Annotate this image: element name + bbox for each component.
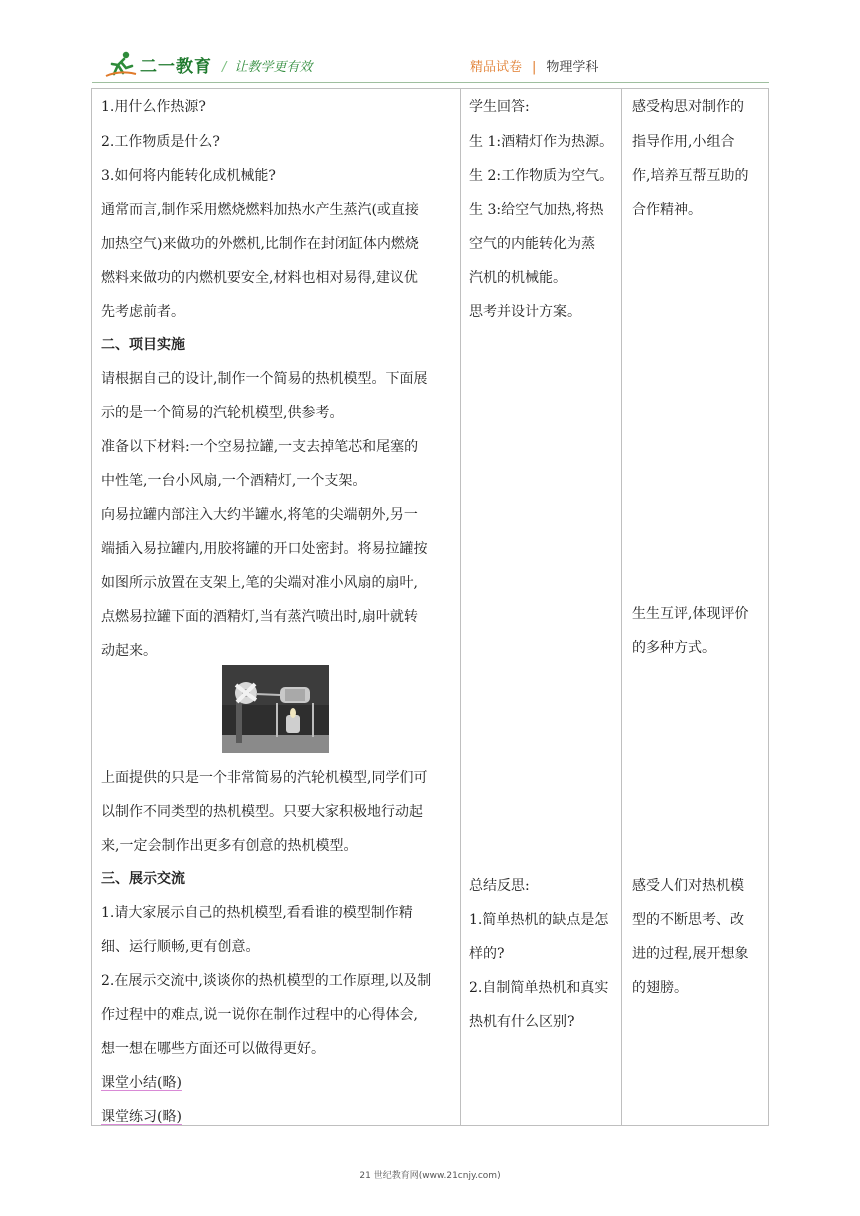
paragraph-line: 细、运行顺畅,更有创意。 [101, 939, 260, 955]
student-activity-column [461, 89, 622, 1126]
teacher-activity-column [92, 89, 461, 1126]
intent-line: 感受人们对热机模 [632, 878, 744, 894]
student-line: 样的? [469, 946, 505, 962]
paragraph-line: 向易拉罐内部注入大约半罐水,将笔的尖端朝外,另一 [101, 507, 418, 523]
paragraph-line: 燃料来做功的内燃机要安全,材料也相对易得,建议优 [101, 270, 418, 286]
logo-text: 二一教育 [140, 56, 212, 77]
runner-logo-icon [104, 50, 138, 78]
question-3: 3.如何将内能转化成机械能? [101, 168, 276, 184]
section-heading-implementation: 二、项目实施 [101, 337, 185, 353]
paragraph-line: 点燃易拉罐下面的酒精灯,当有蒸汽喷出时,扇叶就转 [101, 609, 418, 625]
student-line: 生 1:酒精灯作为热源。 [469, 134, 614, 150]
logo [104, 50, 212, 78]
design-intent-column [622, 89, 769, 1126]
student-line: 汽机的机械能。 [469, 270, 567, 286]
paragraph-line: 中性笔,一台小风扇,一个酒精灯,一个支架。 [101, 473, 367, 489]
intent-line: 指导作用,小组合 [632, 134, 735, 150]
paragraph-line: 示的是一个简易的汽轮机模型,供参考。 [101, 405, 344, 421]
intent-line: 生生互评,体现评价 [632, 606, 749, 622]
paragraph-line: 通常而言,制作采用燃烧燃料加热水产生蒸汽(或直接 [101, 202, 419, 218]
paragraph-line: 1.请大家展示自己的热机模型,看看谁的模型制作精 [101, 905, 413, 921]
question-1: 1.用什么作热源? [101, 99, 206, 115]
subject-badge: 精品试卷 | 物理学科 [470, 60, 599, 75]
paragraph-line: 加热空气)来做功的外燃机,比制作在封闭缸体内燃烧 [101, 236, 419, 252]
student-line: 2.自制简单热机和真实 [469, 980, 609, 996]
student-line: 总结反思: [469, 878, 530, 894]
paragraph-line: 准备以下材料:一个空易拉罐,一支去掉笔芯和尾塞的 [101, 439, 419, 455]
slogan: / 让教学更有效 [222, 60, 313, 75]
paragraph-line: 以制作不同类型的热机模型。只要大家积极地行动起 [101, 804, 423, 820]
class-summary: 课堂小结(略) [101, 1075, 182, 1091]
page-footer: 21 世纪教育网(www.21cnjy.com) [359, 1171, 501, 1181]
student-line: 生 2:工作物质为空气。 [469, 168, 614, 184]
intent-line: 的翅膀。 [632, 980, 688, 996]
paragraph-line: 上面提供的只是一个非常简易的汽轮机模型,同学们可 [101, 770, 428, 786]
lesson-table [91, 88, 769, 1126]
question-2: 2.工作物质是什么? [101, 134, 220, 150]
paragraph-line: 2.在展示交流中,谈谈你的热机模型的工作原理,以及制 [101, 973, 432, 989]
student-line: 思考并设计方案。 [469, 304, 581, 320]
intent-line: 合作精神。 [632, 202, 702, 218]
student-line: 1.简单热机的缺点是怎 [469, 912, 609, 928]
header-divider [92, 82, 769, 83]
intent-line: 作,培养互帮互助的 [632, 168, 749, 184]
student-line: 生 3:给空气加热,将热 [469, 202, 604, 218]
student-line: 学生回答: [469, 99, 530, 115]
intent-line: 进的过程,展开想象 [632, 946, 749, 962]
paragraph-line: 请根据自己的设计,制作一个简易的热机模型。下面展 [101, 371, 428, 387]
paragraph-line: 作过程中的难点,说一说你在制作过程中的心得体会, [101, 1007, 418, 1023]
paragraph-line: 想一想在哪些方面还可以做得更好。 [101, 1041, 325, 1057]
intent-line: 型的不断思考、改 [632, 912, 744, 928]
paragraph-line: 动起来。 [101, 643, 157, 659]
page-header [0, 0, 860, 90]
student-line: 空气的内能转化为蒸 [469, 236, 595, 252]
class-practice: 课堂练习(略) [101, 1109, 182, 1125]
student-line: 热机有什么区别? [469, 1014, 575, 1030]
section-heading-exchange: 三、展示交流 [101, 871, 185, 887]
steam-turbine-model-photo [222, 665, 329, 753]
steam-turbine-model-image [222, 665, 329, 753]
paragraph-line: 来,一定会制作出更多有创意的热机模型。 [101, 838, 358, 854]
intent-line: 的多种方式。 [632, 640, 716, 656]
intent-line: 感受构思对制作的 [632, 99, 744, 115]
paragraph-line: 端插入易拉罐内,用胶将罐的开口处密封。将易拉罐按 [101, 541, 428, 557]
paragraph-line: 先考虑前者。 [101, 304, 185, 320]
paragraph-line: 如图所示放置在支架上,笔的尖端对准小风扇的扇叶, [101, 575, 418, 591]
